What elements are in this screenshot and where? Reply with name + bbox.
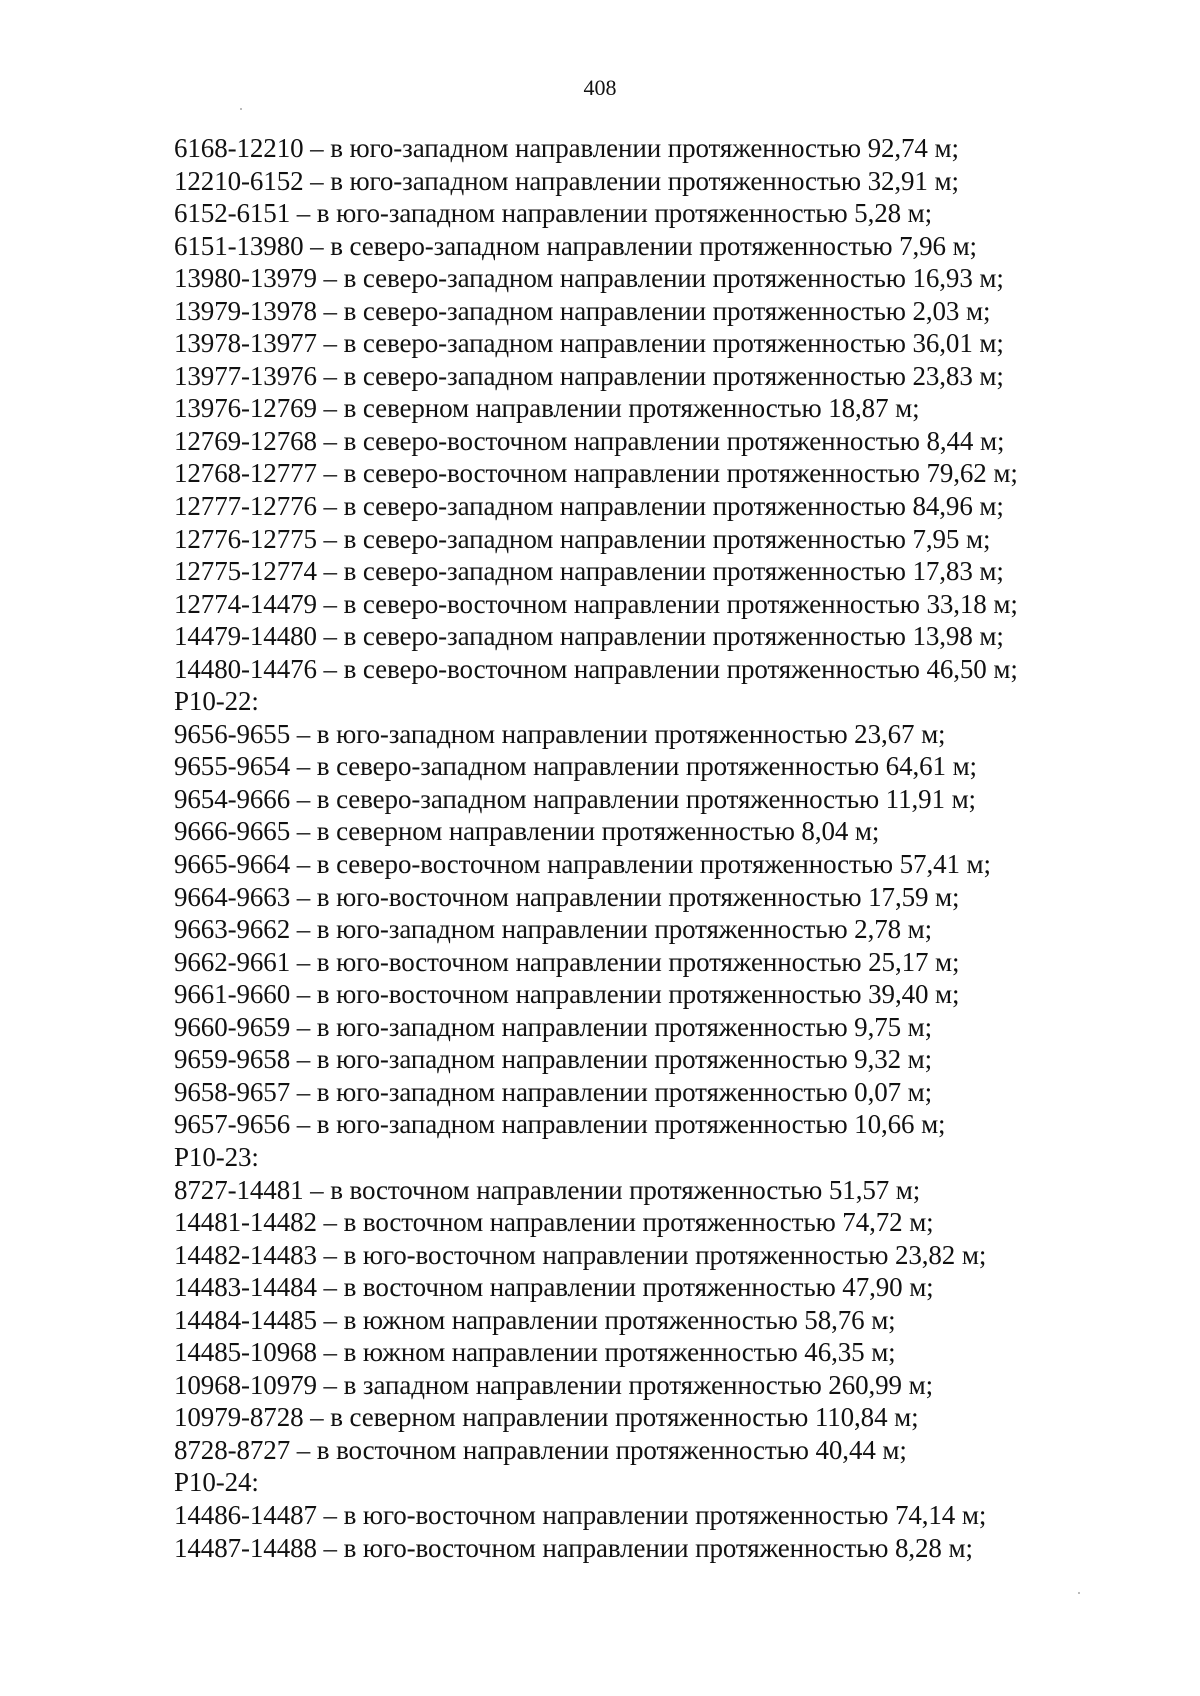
segment-line: 6152-6151 – в юго-западном направлении протяженностью 5,28 м; <box>174 198 933 229</box>
segment-line: 9664-9663 – в юго-восточном направлении протяженностью 17,59 м; <box>174 881 960 912</box>
section-heading: Р10-22: <box>174 686 259 717</box>
segment-line: 9665-9664 – в северо-восточном направлении протяженностью 57,41 м; <box>174 849 991 880</box>
segment-line: 9661-9660 – в юго-восточном направлении протяженностью 39,40 м; <box>174 979 960 1010</box>
segment-line: 9655-9654 – в северо-западном направлении протяженностью 64,61 м; <box>174 751 977 782</box>
segment-line: 14486-14487 – в юго-восточном направлении протяженностью 74,14 м; <box>174 1499 987 1530</box>
segment-line: 14484-14485 – в южном направлении протяженностью 58,76 м; <box>174 1304 896 1335</box>
segment-line: 12775-12774 – в северо-западном направлении протяженностью 17,83 м; <box>174 556 1004 587</box>
segment-line: 12774-14479 – в северо-восточном направлении протяженностью 33,18 м; <box>174 588 1018 619</box>
segment-line: 12210-6152 – в юго-западном направлении протяженностью 32,91 м; <box>174 165 959 196</box>
segment-line: 13976-12769 – в северном направлении протяженностью 18,87 м; <box>174 393 920 424</box>
segment-line: 12768-12777 – в северо-восточном направлении протяженностью 79,62 м; <box>174 458 1018 489</box>
segment-line: 14480-14476 – в северо-восточном направлении протяженностью 46,50 м; <box>174 653 1018 684</box>
segment-line: 14479-14480 – в северо-западном направлении протяженностью 13,98 м; <box>174 621 1004 652</box>
segment-line: 10979-8728 – в северном направлении протяженностью 110,84 м; <box>174 1402 919 1433</box>
segment-line: 12769-12768 – в северо-восточном направлении протяженностью 8,44 м; <box>174 425 1005 456</box>
segment-line: 12777-12776 – в северо-западном направлении протяженностью 84,96 м; <box>174 491 1004 522</box>
segment-line: 8728-8727 – в восточном направлении протяженностью 40,44 м; <box>174 1434 907 1465</box>
section-heading: Р10-23: <box>174 1141 259 1172</box>
segment-line: 13980-13979 – в северо-западном направлении протяженностью 16,93 м; <box>174 263 1004 294</box>
segment-line: 6168-12210 – в юго-западном направлении протяженностью 92,74 м; <box>174 133 959 163</box>
segment-line: 13978-13977 – в северо-западном направлении протяженностью 36,01 м; <box>174 328 1004 359</box>
scan-speck <box>1078 1592 1080 1594</box>
segment-line: 14487-14488 – в юго-восточном направлении протяженностью 8,28 м; <box>174 1532 973 1563</box>
segment-line: 8727-14481 – в восточном направлении протяженностью 51,57 м; <box>174 1174 921 1205</box>
segment-line: 9660-9659 – в юго-западном направлении протяженностью 9,75 м; <box>174 1011 933 1042</box>
segment-line: 9666-9665 – в северном направлении протяженностью 8,04 м; <box>174 816 880 847</box>
section-heading: Р10-24: <box>174 1467 259 1498</box>
segment-line: 9663-9662 – в юго-западном направлении протяженностью 2,78 м; <box>174 914 933 945</box>
scan-speck <box>240 108 242 110</box>
segment-line: 9654-9666 – в северо-западном направлении протяженностью 11,91 м; <box>174 783 976 814</box>
segment-line: 14483-14484 – в восточном направлении протяженностью 47,90 м; <box>174 1272 934 1303</box>
segment-line: 10968-10979 – в западном направлении протяженностью 260,99 м; <box>174 1369 933 1400</box>
segment-line: 14485-10968 – в южном направлении протяженностью 46,35 м; <box>174 1337 896 1368</box>
segment-line: 12776-12775 – в северо-западном направлении протяженностью 7,95 м; <box>174 523 991 554</box>
segment-line: 9662-9661 – в юго-восточном направлении протяженностью 25,17 м; <box>174 946 960 977</box>
segment-line: 9659-9658 – в юго-западном направлении протяженностью 9,32 м; <box>174 1044 933 1075</box>
segment-line: 9657-9656 – в юго-западном направлении протяженностью 10,66 м; <box>174 1109 946 1140</box>
segment-line: 13979-13978 – в северо-западном направлении протяженностью 2,03 м; <box>174 295 991 326</box>
segment-line: 13977-13976 – в северо-западном направлении протяженностью 23,83 м; <box>174 360 1004 391</box>
segment-line: 14481-14482 – в восточном направлении протяженностью 74,72 м; <box>174 1207 934 1238</box>
document-body <box>174 132 1174 1564</box>
segment-line: 9656-9655 – в юго-западном направлении протяженностью 23,67 м; <box>174 718 946 749</box>
segment-line: 14482-14483 – в юго-восточном направлении протяженностью 23,82 м; <box>174 1239 987 1270</box>
segment-line: 9658-9657 – в юго-западном направлении протяженностью 0,07 м; <box>174 1076 933 1107</box>
page-number: 408 <box>583 75 617 100</box>
segment-line: 6151-13980 – в северо-западном направлении протяженностью 7,96 м; <box>174 230 977 261</box>
